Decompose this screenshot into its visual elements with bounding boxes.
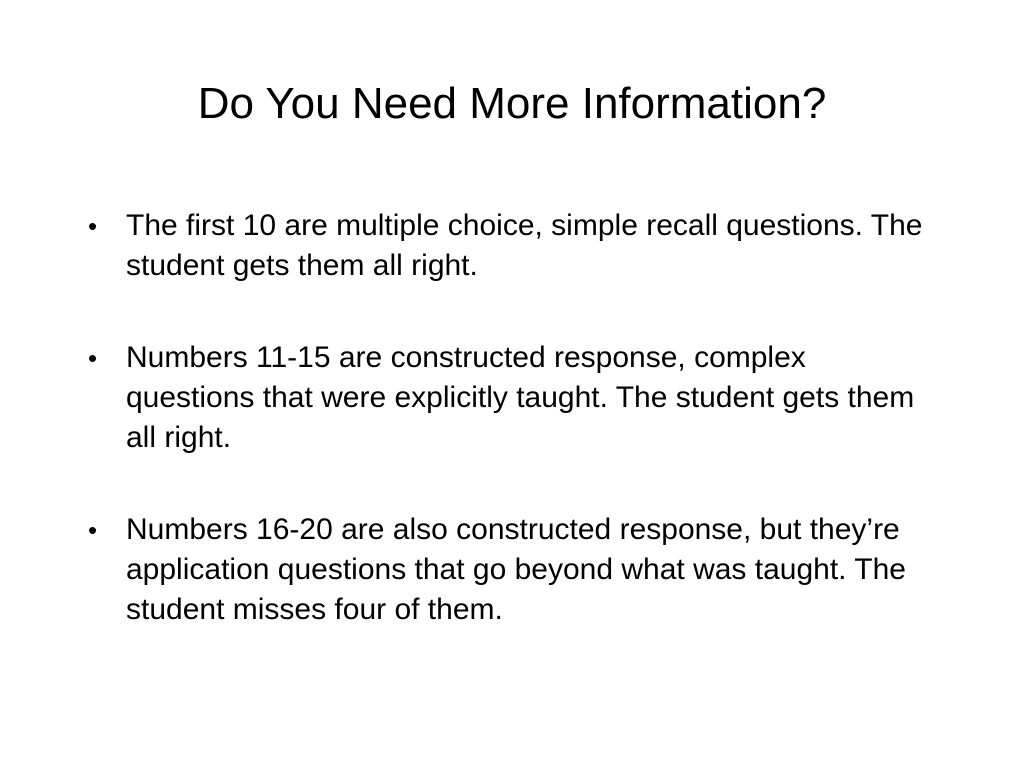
bullet-icon: • xyxy=(88,515,98,545)
bullet-text: Numbers 16-20 are also constructed response, but they’re application questions that go beyond what was taught. The student misses four of them. xyxy=(126,513,906,626)
bullet-text: The first 10 are multiple choice, simple recall questions. The student gets them all right. xyxy=(126,209,923,282)
bullet-item xyxy=(84,338,934,458)
slide-title: Do You Need More Information? xyxy=(197,79,827,128)
bullet-list xyxy=(84,206,934,630)
bullet-icon: • xyxy=(88,211,98,241)
bullet-item xyxy=(84,510,934,630)
bullet-item xyxy=(84,206,934,286)
bullet-text: Numbers 11-15 are constructed response, complex questions that were explicitly taught. The student gets them all right. xyxy=(126,341,915,454)
bullet-icon: • xyxy=(88,343,98,373)
